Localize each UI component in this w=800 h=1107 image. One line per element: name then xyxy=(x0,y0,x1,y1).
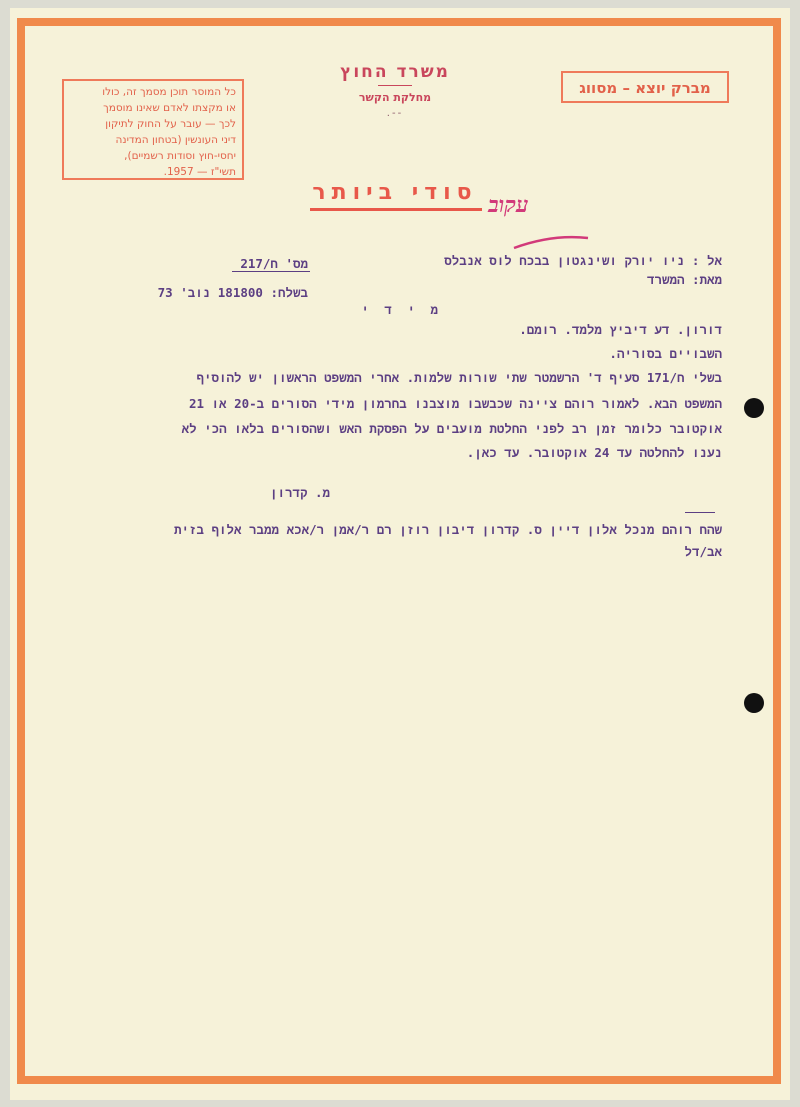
notice-line: לכך — עובר על החוק לתיקון xyxy=(105,118,236,130)
top-secret-stamp: סודי ביותר xyxy=(312,180,478,205)
priority-label: מ י ד י xyxy=(361,302,442,317)
sent-datetime: בשלח: 181800 נוב' 73 xyxy=(157,285,308,300)
body-line: אוקטובר כלומר זמן רב לפני החלטת מועבים על הפסקת האש ושהסורים בלאו הכי לא xyxy=(181,421,722,436)
ministry-name: משרד החוץ xyxy=(340,62,450,82)
signature: מ. קדרון xyxy=(269,485,330,500)
distribution-list: שהח רוהם מנכל אלון דיין ס. קדרון דיבון רוזן רם ר/אמן ר/אכא ממבר אלוף בזית xyxy=(173,522,722,537)
message-number: מס' ח/217 xyxy=(240,256,308,271)
letterhead xyxy=(300,62,490,119)
body-line: בשלי ח/171 סעיף ד' הרשמטר שתי שורות שלמות. אחרי המשפט הראשון יש להוסיף xyxy=(196,370,722,385)
notice-line: יחסי-חוץ וסודות רשמיים), xyxy=(124,150,236,162)
punch-hole xyxy=(744,693,764,713)
letterhead-rule xyxy=(378,85,412,86)
number-underline xyxy=(232,271,310,272)
handwritten-stroke xyxy=(512,232,592,252)
notice-line: או מקצתו לאדם שאינו מוסמך xyxy=(103,102,236,114)
notice-line: כל המוסר תוכן מסמך זה, כולו xyxy=(102,86,236,98)
notice-line: תשי"ז — 1957. xyxy=(163,166,236,178)
from-line: מאת: המשרד xyxy=(646,272,722,287)
secrecy-notice-box xyxy=(62,79,244,180)
classification-label: מברק יוצא – מסווג xyxy=(579,79,711,97)
distribution-rule xyxy=(685,512,715,513)
subject-line: השבויים בסוריה. xyxy=(609,346,722,361)
notice-line: דיני העונשין (בטחון המדינה xyxy=(115,134,236,146)
handwritten-annotation: עקוב xyxy=(488,192,529,218)
punch-hole xyxy=(744,398,764,418)
typist-initials: אב/דל xyxy=(684,544,722,559)
body-line: נענו להחלטה עד 24 אוקטובר. עד כאן. xyxy=(466,445,722,460)
classification-box xyxy=(561,71,729,103)
recipients-line: דורון. דע דיביץ מלמד. רומם. xyxy=(519,322,722,337)
letterhead-mark: --. xyxy=(386,108,404,119)
body-line: המשפט הבא. לאמור רוהם ציינה שכבשבו מוצבנו בחרמון מידי הסורים ב-20 או 21 xyxy=(188,396,722,411)
department-name: מחלקת הקשר xyxy=(358,91,432,104)
to-line: אל : ניו יורק ושינגטון בבכח לוס אנבלס xyxy=(444,253,722,268)
top-secret-underline xyxy=(310,208,482,211)
